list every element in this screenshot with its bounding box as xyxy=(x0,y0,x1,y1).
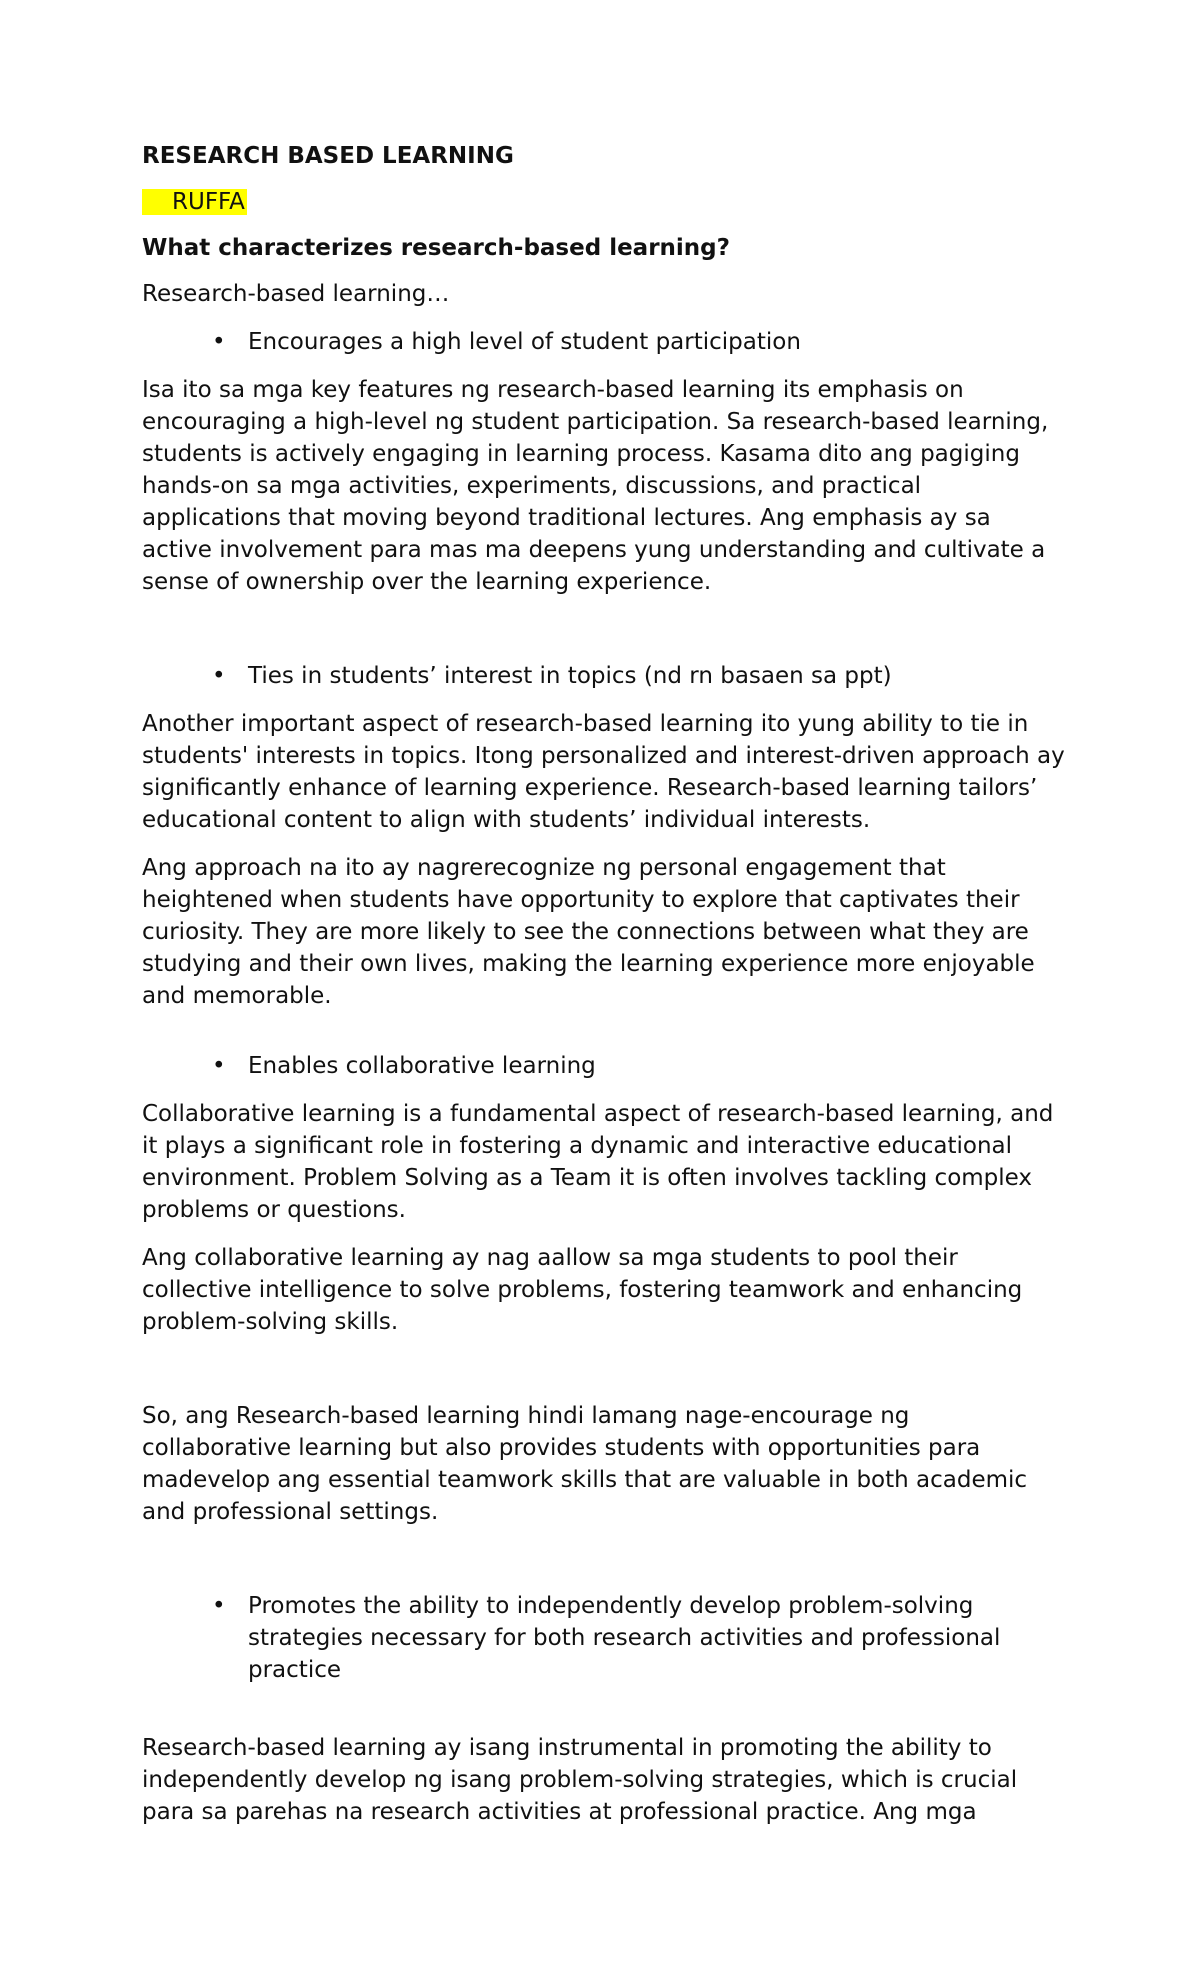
intro-text: Research-based learning… xyxy=(142,281,450,307)
paragraph-participation: Isa ito sa mga key features ng research-based learning its emphasis on encouraging a high-level ng student participation. Sa research-based learning, students is actively engaging in learning process. Kasama dito ang pagiging hands-on sa mga activities, experiments, discussions, and practical applications that moving beyond traditional lectures. Ang emphasis ay sa active involvement para mas ma deepens yung understanding and cultivate a sense of ownership over the learning experience. xyxy=(142,377,1049,595)
paragraph-collaborative: Collaborative learning is a fundamental aspect of research-based learning, and it plays a significant role in fostering a dynamic and interactive educational environment. Problem Solving as a Team it is often involves tackling complex problems or questions. xyxy=(142,1101,1054,1223)
bullet-dot: • xyxy=(212,329,226,355)
bullet-dot: • xyxy=(212,1593,226,1619)
paragraph-problem-solving: Research-based learning ay isang instrumental in promoting the ability to independently develop ng isang problem-solving strategies, which is crucial para sa parehas na research activities at professional practice. Ang mga xyxy=(142,1735,1018,1825)
bullet-item-participation xyxy=(142,326,1065,358)
bullet-text: Ties in students’ interest in topics (nd rn basaen sa ppt) xyxy=(248,663,892,689)
bullet-item-problem-solving xyxy=(142,1590,1065,1686)
document-title: RESEARCH BASED LEARNING xyxy=(142,143,514,169)
section-question: What characterizes research-based learning? xyxy=(142,235,730,261)
bullet-dot: • xyxy=(212,1053,226,1079)
bullet-dot: • xyxy=(212,663,226,689)
paragraph-summary: So, ang Research-based learning hindi lamang nage-encourage ng collaborative learning but also provides students with opportunities para madevelop ang essential teamwork skills that are valuable in both academic and professional settings. xyxy=(142,1403,1028,1525)
bullet-text: Promotes the ability to independently develop problem-solving strategies necessary for both research activities and professional practice xyxy=(248,1593,1001,1683)
bullet-text: Enables collaborative learning xyxy=(248,1053,596,1079)
paragraph-interest: Another important aspect of research-based learning ito yung ability to tie in students' interests in topics. Itong personalized and interest-driven approach ay significantly enhance of learning experience. Research-based learning tailors’ educational content to align with students’ individual interests. xyxy=(142,711,1065,833)
paragraph-engagement: Ang approach na ito ay nagrerecognize ng personal engagement that heightened when students have opportunity to explore that captivates their curiosity. They are more likely to see the connections between what they are studying and their own lives, making the learning experience more enjoyable and memorable. xyxy=(142,855,1035,1009)
bullet-item-collaborative xyxy=(142,1050,1065,1082)
paragraph-collective: Ang collaborative learning ay nag aallow sa mga students to pool their collective intelligence to solve problems, fostering teamwork and enhancing problem-solving skills. xyxy=(142,1245,1023,1335)
author-line xyxy=(142,186,1065,218)
author-name-highlight: RUFFA xyxy=(142,189,247,215)
bullet-item-interest xyxy=(142,660,1065,692)
bullet-text: Encourages a high level of student participation xyxy=(248,329,801,355)
